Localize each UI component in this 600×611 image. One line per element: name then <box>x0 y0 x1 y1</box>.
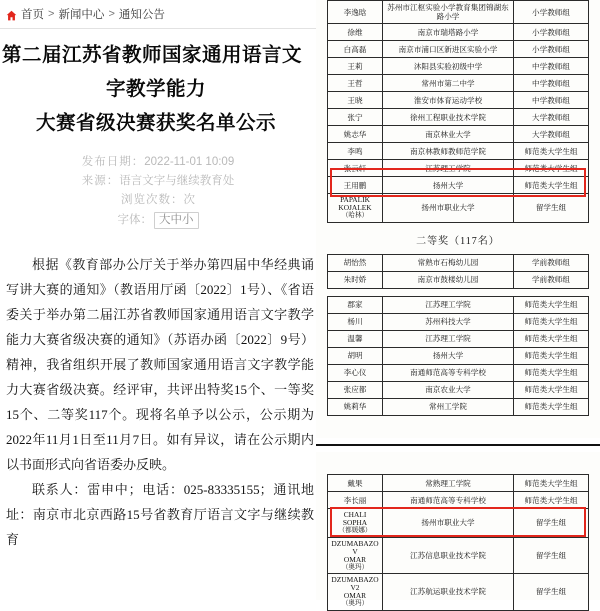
cell-org: 徐州工程职业技术学院 <box>383 109 514 126</box>
table-row-highlighted <box>328 509 589 538</box>
cell-group: 师范类大学生组 <box>514 492 589 509</box>
table-gap <box>316 289 600 296</box>
cell-group: 师范类大学生组 <box>514 313 589 330</box>
cell-org: 扬州市职业大学 <box>383 509 514 538</box>
award-table-3-body <box>328 296 589 415</box>
cell-org: 常州工学院 <box>383 398 514 415</box>
table-row <box>328 24 589 41</box>
table-row <box>328 92 589 109</box>
table-row <box>328 126 589 143</box>
cell-org: 常熟理工学院 <box>383 475 514 492</box>
cell-org: 南京市鼓楼幼儿园 <box>383 271 514 288</box>
title-line-2: 字教学能力 <box>105 79 206 100</box>
source-label: 来源： <box>81 175 120 187</box>
award-table-3 <box>327 296 589 416</box>
award-table-photo-bottom <box>316 452 600 607</box>
table-row <box>328 574 589 611</box>
cell-name-cn: （奥玛） <box>341 600 369 607</box>
source-value: 语言文字与继续教育处 <box>119 175 235 187</box>
publish-date-label: 发布日期： <box>81 156 145 168</box>
cell-name <box>328 194 383 223</box>
table-row <box>328 492 589 509</box>
cell-group: 师范类大学生组 <box>514 177 589 194</box>
cell-org: 苏州市江枢实验小学教育集团锦湖东路小学 <box>383 1 514 24</box>
article-meta <box>0 153 316 230</box>
table-row <box>328 296 589 313</box>
title-line-3: 大赛省级决赛获奖名单公示 <box>35 113 276 134</box>
award-table-1 <box>327 0 589 223</box>
views-value: 次 <box>183 194 195 206</box>
cell-org: 南京市浦口区新进区实验小学 <box>383 41 514 58</box>
cell-name: 王晓 <box>328 92 383 109</box>
fontsize-label: 字体： <box>117 214 152 226</box>
cell-name-second: SOPHA <box>342 518 368 527</box>
publish-date-value: 2022-11-01 10:09 <box>144 156 235 168</box>
article-paragraph-2: 联系人：雷申中；电话：025-83335155；通讯地址：南京市北京西路15号省教育厅语言文字与继续教育 <box>6 482 314 547</box>
breadcrumb-separator-1: > <box>48 8 55 20</box>
cell-name <box>328 574 383 611</box>
cell-name-main: DZUMABAZOV2 <box>331 575 379 592</box>
table-row <box>328 475 589 492</box>
photo-column <box>316 0 600 607</box>
cell-group: 小学教师组 <box>514 1 589 24</box>
table-row <box>328 254 589 271</box>
cell-org: 江苏理工学院 <box>383 330 514 347</box>
award-table-4-body <box>328 475 589 611</box>
cell-name: 郡家 <box>328 296 383 313</box>
table-row <box>328 537 589 574</box>
cell-org: 江苏航运职业技术学院 <box>383 574 514 611</box>
cell-name: 王用鹏 <box>328 177 383 194</box>
cell-name: 张应都 <box>328 381 383 398</box>
table-row <box>328 347 589 364</box>
cell-name: 王莉 <box>328 58 383 75</box>
cell-org: 江苏信息职业技术学院 <box>383 537 514 574</box>
cell-name-main: DZUMABAZOV <box>331 538 379 556</box>
cell-group: 中学教师组 <box>514 92 589 109</box>
cell-group: 大学教师组 <box>514 126 589 143</box>
cell-org: 南通师范高等专科学校 <box>383 364 514 381</box>
breadcrumb[interactable] <box>0 0 316 26</box>
breadcrumb-item-news-center[interactable]: 新闻中心 <box>58 9 105 21</box>
cell-org: 南京林业大学 <box>383 126 514 143</box>
cell-group: 师范类大学生组 <box>514 398 589 415</box>
table-row <box>328 160 589 177</box>
cell-name: 胡怡然 <box>328 254 383 271</box>
table-row <box>328 75 589 92</box>
cell-org: 南京市瑞塔路小学 <box>383 24 514 41</box>
cell-group: 学前教师组 <box>514 271 589 288</box>
cell-group: 师范类大学生组 <box>514 143 589 160</box>
breadcrumb-item-home[interactable]: 首页 <box>21 9 44 21</box>
cell-org: 南京林教师教师范学院 <box>383 143 514 160</box>
cell-name: 李逸晗 <box>328 1 383 24</box>
cell-name-cn: （哈林） <box>341 212 369 219</box>
table-row <box>328 313 589 330</box>
table-row <box>328 177 589 194</box>
cell-group: 师范类大学生组 <box>514 330 589 347</box>
cell-group: 留学生组 <box>514 509 589 538</box>
table-row <box>328 41 589 58</box>
fontsize-options[interactable]: 大中小 <box>154 212 199 229</box>
cell-name: 姚莉华 <box>328 398 383 415</box>
cell-org: 常熟市石梅幼儿园 <box>383 254 514 271</box>
section-label-second-prize: 二等奖（117名） <box>416 235 500 247</box>
cell-name: 朱时娇 <box>328 271 383 288</box>
table-row <box>328 58 589 75</box>
cell-org: 沐阳县实验初级中学 <box>383 58 514 75</box>
cell-org: 淮安市体育运动学校 <box>383 92 514 109</box>
cell-org: 南通师范高等专科学校 <box>383 492 514 509</box>
article-body <box>0 252 316 552</box>
cell-name-main: PAPALIK <box>340 195 370 204</box>
cell-org: 南京农业大学 <box>383 381 514 398</box>
award-table-2 <box>327 254 589 289</box>
table-row <box>328 381 589 398</box>
cell-org: 江苏理工学院 <box>383 160 514 177</box>
table-row <box>328 1 589 24</box>
cell-name: 李心仪 <box>328 364 383 381</box>
home-icon <box>6 10 17 21</box>
cell-org: 扬州市职业大学 <box>383 194 514 223</box>
cell-name: 李长丽 <box>328 492 383 509</box>
cell-name-cn: （奥玛） <box>341 563 369 571</box>
breadcrumb-item-notice[interactable]: 通知公告 <box>118 9 165 21</box>
cell-name: 白高磊 <box>328 41 383 58</box>
cell-group: 师范类大学生组 <box>514 381 589 398</box>
cell-group: 中学教师组 <box>514 75 589 92</box>
cell-org: 扬州大学 <box>383 177 514 194</box>
cell-group: 大学教师组 <box>514 109 589 126</box>
cell-name: 徐维 <box>328 24 383 41</box>
cell-group: 留学生组 <box>514 537 589 574</box>
breadcrumb-separator-2: > <box>108 8 115 20</box>
cell-name: 张云轩 <box>328 160 383 177</box>
cell-name: 杨川 <box>328 313 383 330</box>
fontsize-control[interactable] <box>0 211 316 230</box>
cell-group: 中学教师组 <box>514 58 589 75</box>
cell-name-second: OMAR <box>343 554 367 564</box>
title-line-1: 第二届江苏省教师国家通用语言文 <box>2 45 303 66</box>
cell-group: 师范类大学生组 <box>514 475 589 492</box>
cell-group: 师范类大学生组 <box>514 160 589 177</box>
cell-name: 王哲 <box>328 75 383 92</box>
cell-org: 扬州大学 <box>383 347 514 364</box>
award-table-4 <box>327 474 589 611</box>
views-row <box>0 191 316 210</box>
table-row <box>328 398 589 415</box>
cell-name: 温馨 <box>328 330 383 347</box>
table-row <box>328 143 589 160</box>
cell-name-cn: （都媛娜） <box>338 527 372 534</box>
article-paragraph-1: 根据《教育部办公厅关于举办第四届中华经典诵写讲大赛的通知》（教语用厅函〔2022〕1号）、《省语委关于举办第二届江苏省教师国家通用语言文字教学能力大赛省级决赛的通知》（苏语办函〔2022〕9号）精神，我省组织开展了教师国家通用语言文字教学能力大赛省级决赛。经评审，共评出特奖15个、一等奖15个、二等奖117个。现将名单予以公示，公示期为2022年11月1日至11月7日。如有异议，请在公示期内以书面形式向省语委办反映。 <box>6 257 314 472</box>
cell-name: 胡明 <box>328 347 383 364</box>
cell-group: 留学生组 <box>514 194 589 223</box>
cell-name-second: KOJALEK <box>338 203 372 212</box>
table-row-highlighted <box>328 194 589 223</box>
table-row <box>328 330 589 347</box>
cell-group: 师范类大学生组 <box>514 364 589 381</box>
cell-group: 小学教师组 <box>514 41 589 58</box>
cell-name-second: OMAR <box>343 591 367 600</box>
cell-group: 学前教师组 <box>514 254 589 271</box>
cell-name <box>328 537 383 574</box>
cell-name: 戴果 <box>328 475 383 492</box>
publish-date-row <box>0 153 316 172</box>
award-table-2-body <box>328 254 589 288</box>
award-table-1-body <box>328 1 589 223</box>
award-table-photo-top <box>316 0 600 438</box>
cell-group: 留学生组 <box>514 574 589 611</box>
cell-org: 常州市第二中学 <box>383 75 514 92</box>
cell-org: 苏州科技大学 <box>383 313 514 330</box>
table-row <box>328 271 589 288</box>
cell-name: 姚志华 <box>328 126 383 143</box>
photo-divider <box>316 438 600 452</box>
cell-name: 张宁 <box>328 109 383 126</box>
cell-name: 李鸣 <box>328 143 383 160</box>
cell-name-main: CHALI <box>343 510 367 519</box>
source-row <box>0 172 316 191</box>
table-row <box>328 109 589 126</box>
table-row <box>328 364 589 381</box>
cell-org: 江苏理工学院 <box>383 296 514 313</box>
page-title <box>0 29 316 141</box>
cell-group: 师范类大学生组 <box>514 296 589 313</box>
views-label: 浏览次数： <box>121 194 184 206</box>
cell-group: 小学教师组 <box>514 24 589 41</box>
cell-name <box>328 509 383 538</box>
cell-group: 师范类大学生组 <box>514 347 589 364</box>
